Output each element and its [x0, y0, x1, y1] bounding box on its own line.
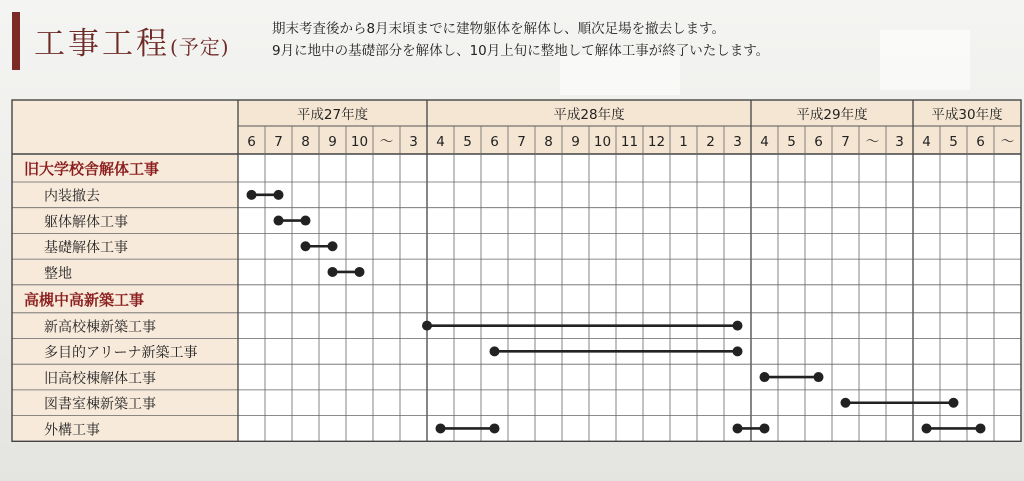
month-label: 6: [976, 134, 985, 150]
gantt-bar-start: [841, 398, 851, 408]
gantt-bar-end: [760, 423, 770, 433]
month-label: ～: [865, 134, 880, 150]
section-label: 高槻中高新築工事: [24, 290, 145, 309]
month-label: 3: [409, 134, 418, 150]
month-label: 9: [571, 134, 580, 150]
month-label: 1: [679, 134, 688, 150]
month-label: 9: [328, 134, 337, 150]
gantt-bar-start: [490, 346, 500, 356]
title-main: 工事工程: [34, 26, 170, 62]
section-label: 旧大学校舎解体工事: [24, 160, 160, 178]
year-label: 平成27年度: [296, 107, 369, 123]
month-label: 2: [706, 134, 715, 150]
month-label: 3: [895, 134, 904, 150]
title-sub: (予定): [170, 35, 230, 59]
month-label: 5: [463, 134, 472, 150]
month-label: 7: [274, 134, 283, 150]
gantt-bar-start: [922, 423, 932, 433]
gantt-bar-start: [733, 423, 743, 433]
gantt-bar-end: [733, 321, 743, 331]
gantt-bar-start: [274, 216, 284, 226]
month-label: 7: [841, 134, 850, 150]
month-label: ～: [379, 134, 394, 150]
description-line: 9月に地中の基礎部分を解体し、10月上旬に整地して解体工事が終了いたします。: [272, 43, 770, 59]
gantt-bar-end: [301, 216, 311, 226]
gantt-bar-end: [814, 372, 824, 382]
gantt-bar-end: [355, 267, 365, 277]
month-label: 4: [760, 134, 769, 150]
gantt-bar-end: [949, 398, 959, 408]
month-label: 5: [787, 134, 796, 150]
gantt-bar-start: [247, 190, 257, 200]
month-label: 10: [350, 134, 369, 150]
month-label: 7: [517, 134, 526, 150]
task-label: 整地: [44, 265, 72, 282]
task-label: 図書室棟新築工事: [44, 396, 156, 413]
task-label: 躯体解体工事: [44, 214, 128, 231]
gantt-bar-end: [274, 190, 284, 200]
month-label: 6: [247, 134, 256, 150]
task-label: 多目的アリーナ新築工事: [44, 345, 198, 362]
task-label: 基礎解体工事: [44, 240, 128, 257]
month-label: 6: [814, 134, 823, 150]
month-label: 6: [490, 134, 499, 150]
gantt-bar-end: [976, 423, 986, 433]
gantt-bar-end: [328, 241, 338, 251]
gantt-bar-start: [436, 423, 446, 433]
month-label: 8: [544, 134, 553, 150]
gantt-bar-start: [760, 372, 770, 382]
gantt-bar-start: [422, 321, 432, 331]
task-label: 新高校棟新築工事: [44, 319, 156, 336]
task-label: 旧高校棟解体工事: [44, 370, 156, 387]
month-label: 11: [620, 134, 639, 150]
year-label: 平成29年度: [796, 107, 868, 123]
month-label: 4: [922, 134, 931, 150]
task-label: 内装撤去: [44, 188, 100, 205]
year-label: 平成30年度: [931, 107, 1003, 123]
description-line: 期末考査後から8月末頃までに建物躯体を解体し、順次足場を撤去します。: [272, 21, 726, 37]
month-label: 3: [733, 134, 742, 150]
month-label: 4: [436, 134, 445, 150]
year-label: 平成28年度: [553, 107, 625, 123]
task-label: 外構工事: [44, 422, 100, 439]
month-label: 12: [647, 134, 666, 150]
gantt-bar-start: [301, 241, 311, 251]
month-label: 8: [301, 134, 310, 150]
month-label: 10: [593, 134, 612, 150]
month-label: ～: [1000, 134, 1015, 150]
gantt-bar-end: [733, 346, 743, 356]
month-label: 5: [949, 134, 958, 150]
gantt-bar-start: [328, 267, 338, 277]
gantt-bar-end: [490, 423, 500, 433]
